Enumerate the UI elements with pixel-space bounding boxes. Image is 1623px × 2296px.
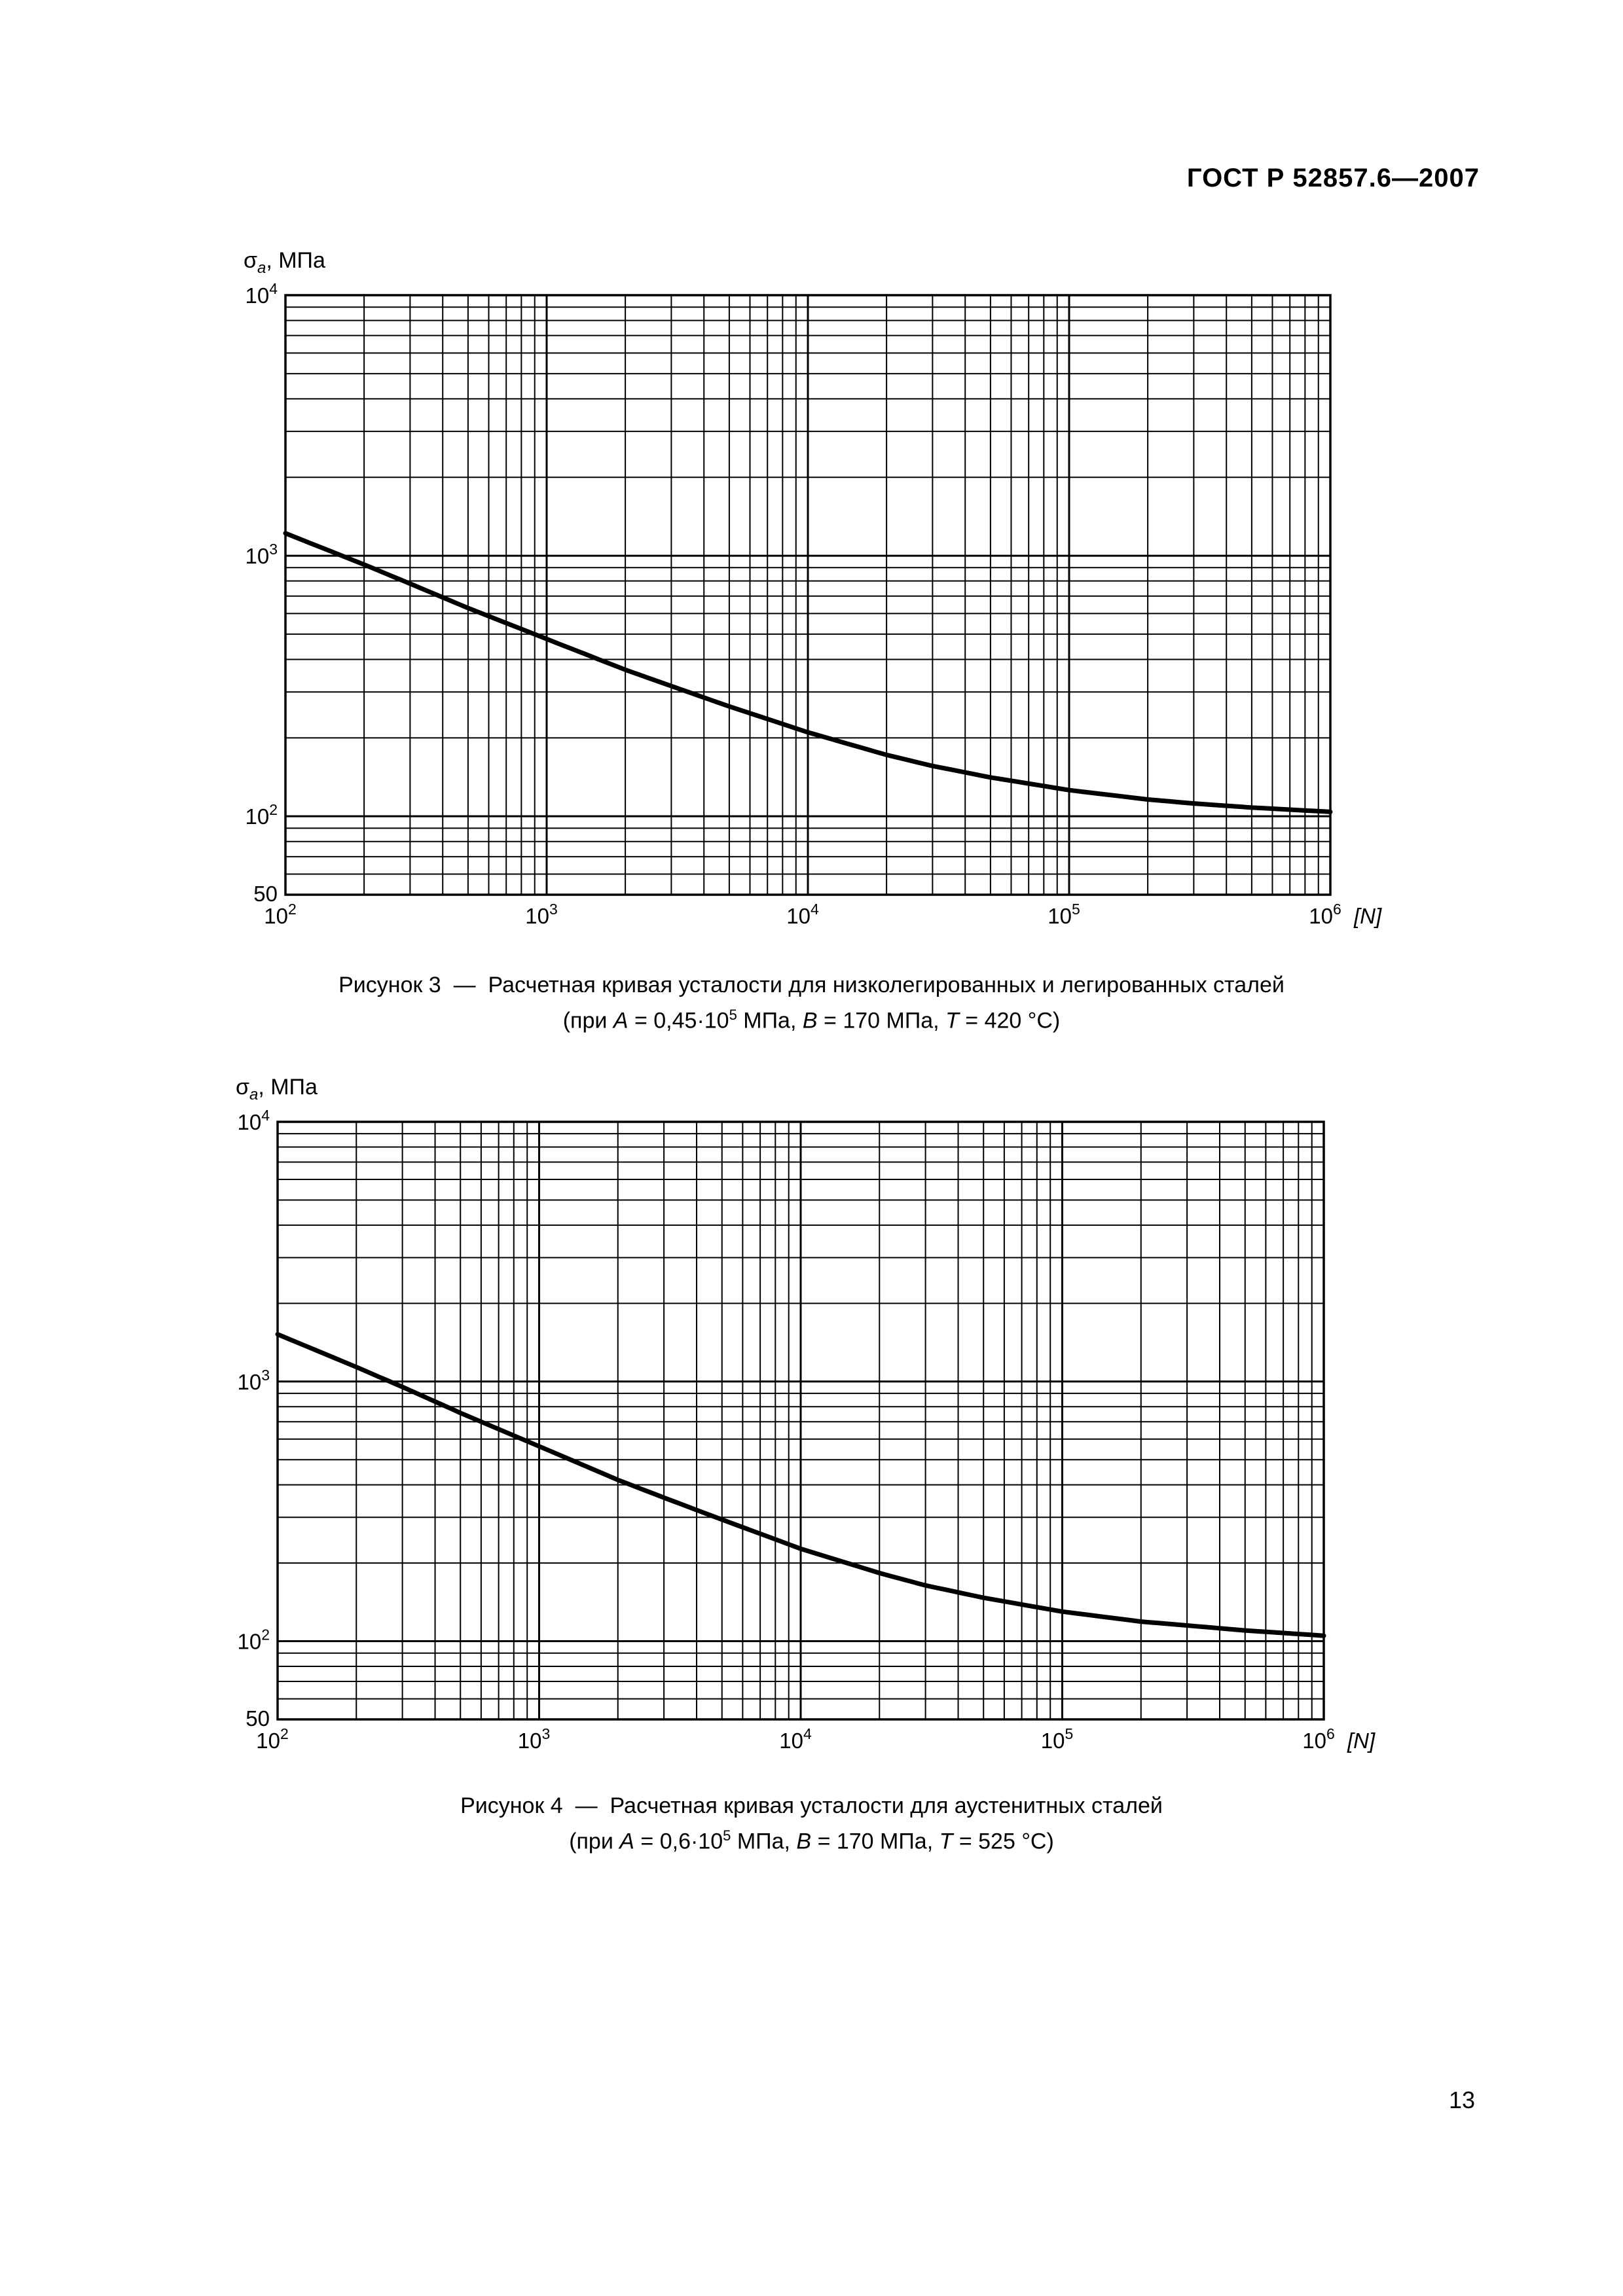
y-axis-label: $\sigma_a$, МПа bbox=[236, 1075, 318, 1103]
param-a-value: = 0,45·10 bbox=[634, 1008, 729, 1033]
figure-4-title: Расчетная кривая усталости для аустенитных сталей bbox=[610, 1793, 1163, 1818]
x-tick-label: $10^2$ bbox=[256, 1725, 289, 1753]
param-t-symbol: T bbox=[939, 1829, 953, 1854]
figure-4-caption-title bbox=[0, 1791, 1623, 1821]
param-t-value: = 420 °C) bbox=[965, 1008, 1061, 1033]
figure-3-caption bbox=[0, 970, 1623, 1035]
caption-dash: — bbox=[575, 1793, 598, 1818]
param-a-unit: МПа, bbox=[737, 1829, 790, 1854]
x-tick-label: $10^4$ bbox=[779, 1725, 812, 1753]
x-tick-label: $10^3$ bbox=[525, 901, 558, 928]
caption-dash: — bbox=[453, 973, 476, 997]
x-tick-label: $10^4$ bbox=[786, 901, 819, 928]
param-a-unit: МПа, bbox=[743, 1008, 797, 1033]
y-tick-label: $10^3$ bbox=[245, 541, 278, 569]
param-b-symbol: B bbox=[796, 1829, 812, 1854]
y-tick-label: $10^4$ bbox=[245, 280, 278, 308]
y-tick-label: $10^4$ bbox=[237, 1107, 270, 1134]
chart-2 bbox=[236, 1075, 1376, 1753]
figure-4-caption bbox=[0, 1791, 1623, 1856]
figure-4-caption-params bbox=[0, 1821, 1623, 1856]
x-axis-label: [N] bbox=[1354, 904, 1382, 928]
params-open: (при bbox=[569, 1829, 613, 1854]
x-tick-label: $10^3$ bbox=[517, 1725, 551, 1753]
y-tick-label: $10^2$ bbox=[245, 801, 278, 829]
param-a-exponent: 5 bbox=[729, 1007, 737, 1023]
x-tick-label: $10^5$ bbox=[1040, 1725, 1074, 1753]
param-t-symbol: T bbox=[945, 1008, 959, 1033]
document-header: ГОСТ Р 52857.6—2007 bbox=[1186, 164, 1480, 192]
figure-3-caption-title bbox=[0, 970, 1623, 1000]
param-a-value: = 0,6·10 bbox=[640, 1829, 723, 1854]
y-tick-label: $10^2$ bbox=[237, 1626, 270, 1654]
param-b-symbol: B bbox=[802, 1008, 818, 1033]
figure-3-label: Рисунок 3 bbox=[338, 973, 441, 997]
x-axis-label: [N] bbox=[1347, 1729, 1376, 1753]
param-a-symbol: A bbox=[619, 1829, 634, 1854]
param-b-value: = 170 МПа, bbox=[824, 1008, 939, 1033]
y-tick-label: $10^3$ bbox=[237, 1366, 270, 1394]
figure-4-label: Рисунок 4 bbox=[460, 1793, 563, 1818]
x-tick-label: $10^6$ bbox=[1309, 901, 1341, 928]
y-tick-label: 50 bbox=[246, 1706, 270, 1731]
x-tick-label: $10^6$ bbox=[1302, 1725, 1335, 1753]
param-a-exponent: 5 bbox=[723, 1827, 731, 1844]
figure-3-title: Расчетная кривая усталости для низколегированных и легированных сталей bbox=[488, 973, 1285, 997]
param-b-value: = 170 МПа, bbox=[817, 1829, 934, 1854]
chart-1 bbox=[244, 248, 1382, 928]
x-tick-label: $10^2$ bbox=[264, 901, 297, 928]
y-tick-label: 50 bbox=[253, 882, 278, 906]
figure-3-caption-params bbox=[0, 1000, 1623, 1035]
params-open: (при bbox=[562, 1008, 608, 1033]
x-tick-label: $10^5$ bbox=[1048, 901, 1080, 928]
param-a-symbol: A bbox=[613, 1008, 629, 1033]
param-t-value: = 525 °C) bbox=[958, 1829, 1054, 1854]
y-axis-label: $\sigma_a$, МПа bbox=[244, 248, 325, 277]
page-number: 13 bbox=[1448, 2087, 1475, 2113]
